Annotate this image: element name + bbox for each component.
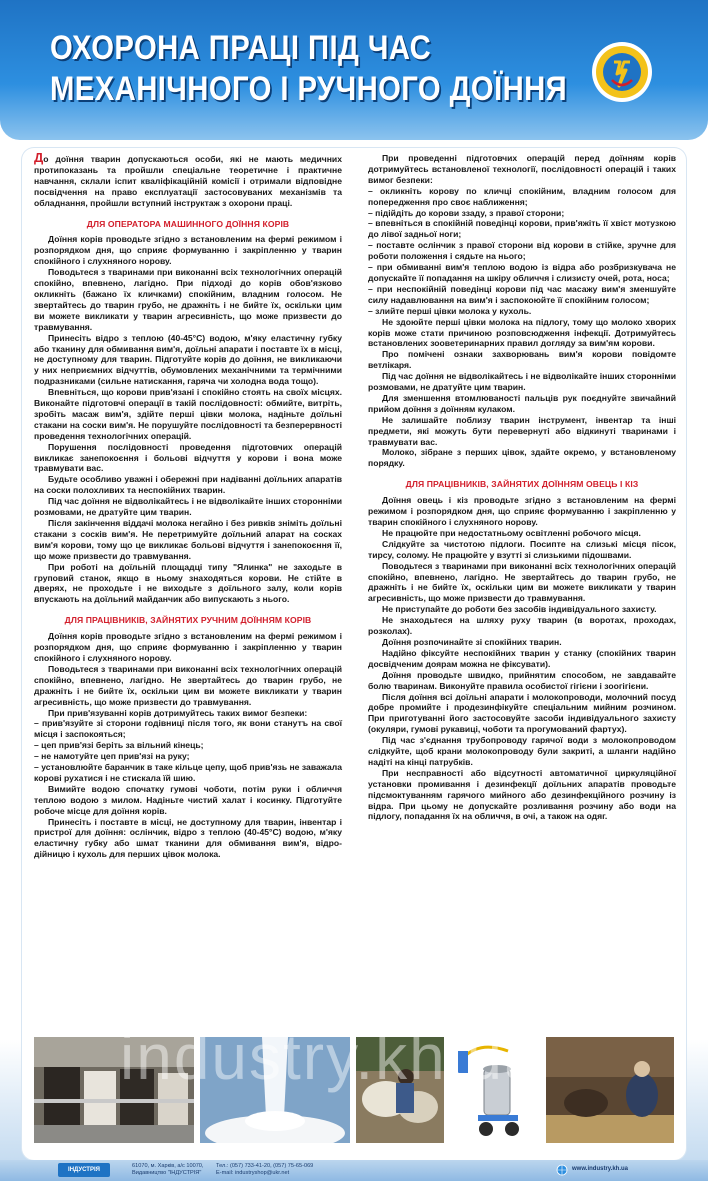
list-item: – не намотуйте цеп прив'язі на руку;: [34, 751, 190, 762]
list-item: – прив'язуйте зі сторони годівниці після того, як вони станутъ на свої місця і заспокояться;: [34, 718, 342, 740]
paragraph: Порушення послідовності проведення підготовчих операцій викликає занепокоєння і больові відчуття у корови і вона може травмувати вас.: [34, 441, 342, 474]
footer-content: [40, 1163, 670, 1179]
paragraph: Принесіть і поставте в місці, не доступному для тварин, інвентар і пристрої для доїння: ослінчик, відро з теплою (40-45°С) водою, м'яку еластичну губку або шмат тканини для обмивання вим'я, відро-дійницю і кухоль для перших цівок молока.: [34, 816, 342, 860]
globe-icon: [556, 1164, 568, 1176]
paragraph: Вимийте водою спочатку гумові чоботи, потім руки і обличчя теплою водою з милом. Надіньте чистий халат і косинку. Підготуйте робоче місце для доїння корів.: [34, 783, 342, 816]
paragraph: Про помічені ознаки захворювань вим'я корови повідомте ветлікаря.: [368, 349, 676, 371]
paragraph: Доїння розпочинайте зі спокійних тварин.: [382, 636, 562, 647]
paragraph: Не приступайте до роботи без засобів індивідуального захисту.: [382, 604, 657, 615]
paragraph: Поводьтеся з тваринами при виконанні всіх технологічних операцій спокійно, впевнено, лагідно. Не звертайтесь до тварин грубо, не дражніть і не бийте їх, оскільки цим ви можете викликати у тварин агресивність, що може призвести до травмування.: [368, 560, 676, 604]
list-item: – впевніться в спокійній поведінці корови, прив'яжіть її хвіст мотузкою до лівої задньої ноги;: [368, 218, 676, 240]
paragraph: Для зменшення втомлюваності пальців рук поєднуйте звичайний прийом доїння з доїнням кулаком.: [368, 392, 676, 414]
paragraph: При прив'язуванні корів дотримуйтесь таких вимог безпеки:: [48, 707, 308, 718]
website-link[interactable]: www.industry.kh.ua: [572, 1166, 629, 1172]
list-item: – поставте ослінчик з правої сторони від корови в стійке, зручне для роботи положення і сядьте на нього;: [368, 240, 676, 262]
list-item: – при обмиванні вим'я теплою водою із відра або розбризкувача не допускайте її попадання на шкіру обличчя і слизисту очей, рота, носа;: [368, 262, 676, 283]
list-item: – установлюйте баранчик в таке кільце цепу, щоб прив'язь не заважала корові рухатися і не стискала їй шию.: [34, 762, 342, 783]
paragraph: Під час з'єднання трубопроводу гарячої води з молокопроводом слідкуйте, щоб крани молокопроводу були закриті, а шланги надійно надіті на кінці патрубків.: [368, 735, 676, 767]
phone-text: Тел.: (057) 733-41-20, (057) 75-65-069: [216, 1163, 314, 1169]
photo-strip: [34, 1037, 674, 1143]
milking-parlor-photo: [34, 1037, 194, 1143]
list-item: – цеп прив'язі беріть за вільний кінець;: [34, 740, 204, 751]
paragraph: Під час доїння не відволікайтесь і не відволікайте інших сторонніми розмовами, не дратуйте цим тварин.: [368, 371, 676, 393]
intro-paragraph: До доїння тварин допускаються особи, які не мають медичних протипоказань та пройшли спеціальне теоретичне і практичне навчання, склали іспит кваліфікаційній комісії і отримали відповідне посвідчення на право експлуатації застосовуваних механізмів та обладнання, пройшли вступний інструктаж з охорони праці.: [34, 150, 342, 208]
paragraph: Поводьтеся з тваринами при виконанні всіх технологічних операцій спокійно, впевнено, лагідно. Не звертайтесь до тварин грубо, не дражніть і не бийте їх, оскільки цим ви можете викликати у тварин агресивність, що може призвести до травмування.: [34, 663, 342, 707]
paragraph: Доїння проводьте швидко, прийнятим способом, не завдавайте болю тваринам. Виконуйте правила особистої гігієни і зоогігієни.: [368, 669, 676, 691]
milk-pour-photo: [200, 1037, 350, 1143]
paragraph: Надійно фіксуйте неспокійних тварин у станку (спокійних тварин досвідченим доярам можна не фіксувати).: [368, 647, 676, 669]
paragraph: Не працюйте при недостатньому освітленні робочого місця.: [382, 527, 641, 538]
sheep-milking-photo: [356, 1037, 444, 1143]
paragraph: Поводьтеся з тваринами при виконанні всіх технологічних операцій спокійно, впевнено, лагідно. При підході до корів обов'язково окликніть (бажано їх кличками) спокійним, владним голосом. Не звертайтесь до тварин грубо, не дражніть і не бийте їх, оскільки цим ви можете викликати у тварин агресивність, що може призвести до травмування.: [34, 267, 342, 332]
paragraph: Після закінчення віддачі молока негайно і без ривків зніміть доїльні стакани з сосків вим'я. Не перетримуйте доїльний апарат на сосках вим'я корови, тому що це викликає больові відчуття і занепокоєння її, що може призвести до травмування.: [34, 518, 342, 561]
paragraph: Принесіть відро з теплою (40-45°С) водою, м'яку еластичну губку або тканину для обмивання вим'я, доїльні апарати і поставте їх в місці, не доступному для тварин. Підготуйте корів до доїння, не викликаючи у них неприємних відчуттів, обумовлених механічними та термічними подразниками (сильне натискання, гаряча чи холодна вода тощо).: [34, 332, 342, 387]
paragraph: Доїння корів проводьте згідно з встановленим на фермі режимом і розпорядком дня, що сприяє формуванню і закріпленню у тварин спокійного і слухняного норову.: [34, 631, 342, 663]
page-title: [50, 28, 567, 110]
title-line-1: ОХОРОНА ПРАЦІ ПІД ЧАС: [50, 29, 432, 67]
paragraph: Доїння корів проводьте згідно з встановленим на фермі режимом і розпорядком дня, що сприяє формуванню і закріпленню у тварин спокійного і слухняного норову.: [34, 234, 342, 267]
watermark: industry.kh.ua: [120, 1021, 542, 1093]
paragraph: Впевніться, що корови прив'язані і спокійно стоять на своїх місцях. Виконайте підготовчі операції в такій послідовності: обмийте, витріть, зробіть масаж вим'я, здійте перші цівки молока, надіньте доїльні стакани на соски вим'я. Не порушуйте послідовності та безперервності проведення технологічних операцій.: [34, 387, 342, 441]
drop-cap: Д: [34, 150, 44, 165]
paragraph: При проведенні підготовчих операцій перед доїнням корів дотримуйтесь встановленої технології, послідовності операцій і таких вимог безпеки:: [368, 153, 676, 185]
milking-machine-photo: [450, 1037, 540, 1143]
paragraph: Не знаходьтеся на шляху руху тварин (в воротах, проходах, розколах).: [368, 615, 676, 637]
title-line-2: МЕХАНІЧНОГО І РУЧНОГО ДОЇННЯ: [50, 70, 568, 108]
paragraph: Слідкуйте за чистотою підлоги. Посипте на слизькі місця пісок, тирсу, солому. Не працюйте у взутті зі слизькими підошвами.: [368, 538, 676, 560]
paragraph: Доїння овець і кіз проводьте згідно з встановленим на фермі режимом і розпорядком дня, що сприяє формуванню і закріпленню у тварин спокійного і слухняного норову.: [368, 495, 676, 527]
address-line-2: Видавництво "ІНДУСТРІЯ": [132, 1170, 202, 1176]
paragraph: Молоко, зібране з перших цівок, здайте окремо, у встановленому порядку.: [368, 447, 676, 469]
list-item: – окликніть корову по кличці спокійним, владним голосом для попередження про своє наближення;: [368, 185, 676, 207]
email-text: E-mail: industryshop@ukr.net: [216, 1170, 290, 1176]
barn-goats-photo: [546, 1037, 674, 1143]
list-item: – підійдіть до корови ззаду, з правої сторони;: [368, 207, 565, 218]
paragraph: Не залишайте поблизу тварин інструмент, інвентар та інші предмети, які можуть бути перевернуті або відкинуті тваринами і травмувати вас.: [368, 414, 676, 447]
section-heading-hand-milking: ДЛЯ ПРАЦІВНИКІВ, ЗАЙНЯТИХ РУЧНИМ ДОЇННЯМ КОРІВ: [64, 615, 312, 626]
section-heading-machine-milking: ДЛЯ ОПЕРАТОРА МАШИННОГО ДОЇННЯ КОРІВ: [86, 218, 290, 229]
left-column: [34, 150, 342, 860]
list-item: – злийте перші цівки молока у кухоль.: [368, 305, 532, 316]
publisher-logo: ІНДУСТРІЯ: [58, 1163, 110, 1177]
paragraph: Під час доїння не відволікайтесь і не відволікайте інших сторонніми розмовами, не дратуйте цим тварин.: [34, 496, 342, 518]
paragraph: Будьте особливо уважні і обережні при надіванні доїльних апаратів на соски полохливих та неспокійних тварин.: [34, 474, 342, 496]
safety-logo-icon: [590, 40, 654, 104]
address-line-1: 61070, м. Харків, а/с 10070,: [132, 1163, 204, 1169]
header-banner: [0, 0, 708, 140]
publisher-address: [132, 1163, 203, 1177]
paragraph: При роботі на доїльній площадці типу "Ялинка" не заходьте в груповий станок, якщо в ньому знаходяться корови. Не стійте в дверях, не проходьте і не виходьте з доїльного залу, коли корів впускають на доїльний майданчик або випускають з нього.: [34, 561, 342, 605]
section-heading-sheep-goats: ДЛЯ ПРАЦІВНИКІВ, ЗАЙНЯТИХ ДОЇННЯМ ОВЕЦЬ І КІЗ: [405, 479, 639, 490]
paragraph: Після доїння всі доїльні апарати і молокопроводи, молочний посуд добре промийте і продезинфікуйте спеціальним мийним розчином. При приготуванні його застосовуйте засоби індивідуального захисту (окуляри, гумові рукавиці, чоботи та прогумований фартух).: [368, 691, 676, 735]
paragraph: При несправності або відсутності автоматичної циркуляційної установки промивання і дезинфекції доїльних апаратів проводьте підсмоктуванням гарячого мийного або дезинфекційного розчину із відра. При цьому не допускайте розливання розчину або води на підлогу, попадання їх на обличчя, в очі, а також на одяг.: [368, 767, 676, 822]
paragraph: Не здоюйте перші цівки молока на підлогу, тому що молоко хворих корів може стати причиною розповсюдження інфекції. Дотримуйтесь встановлених зооветеринарних правил догляду за вим'ям корови.: [368, 316, 676, 349]
list-item: – при неспокійній поведінці корови під час масажу вим'я зменшуйте силу надавлювання на вим'я і заспокоюйте її спокійним голосом;: [368, 283, 676, 305]
right-column: [368, 153, 676, 822]
publisher-contacts: [216, 1163, 313, 1177]
